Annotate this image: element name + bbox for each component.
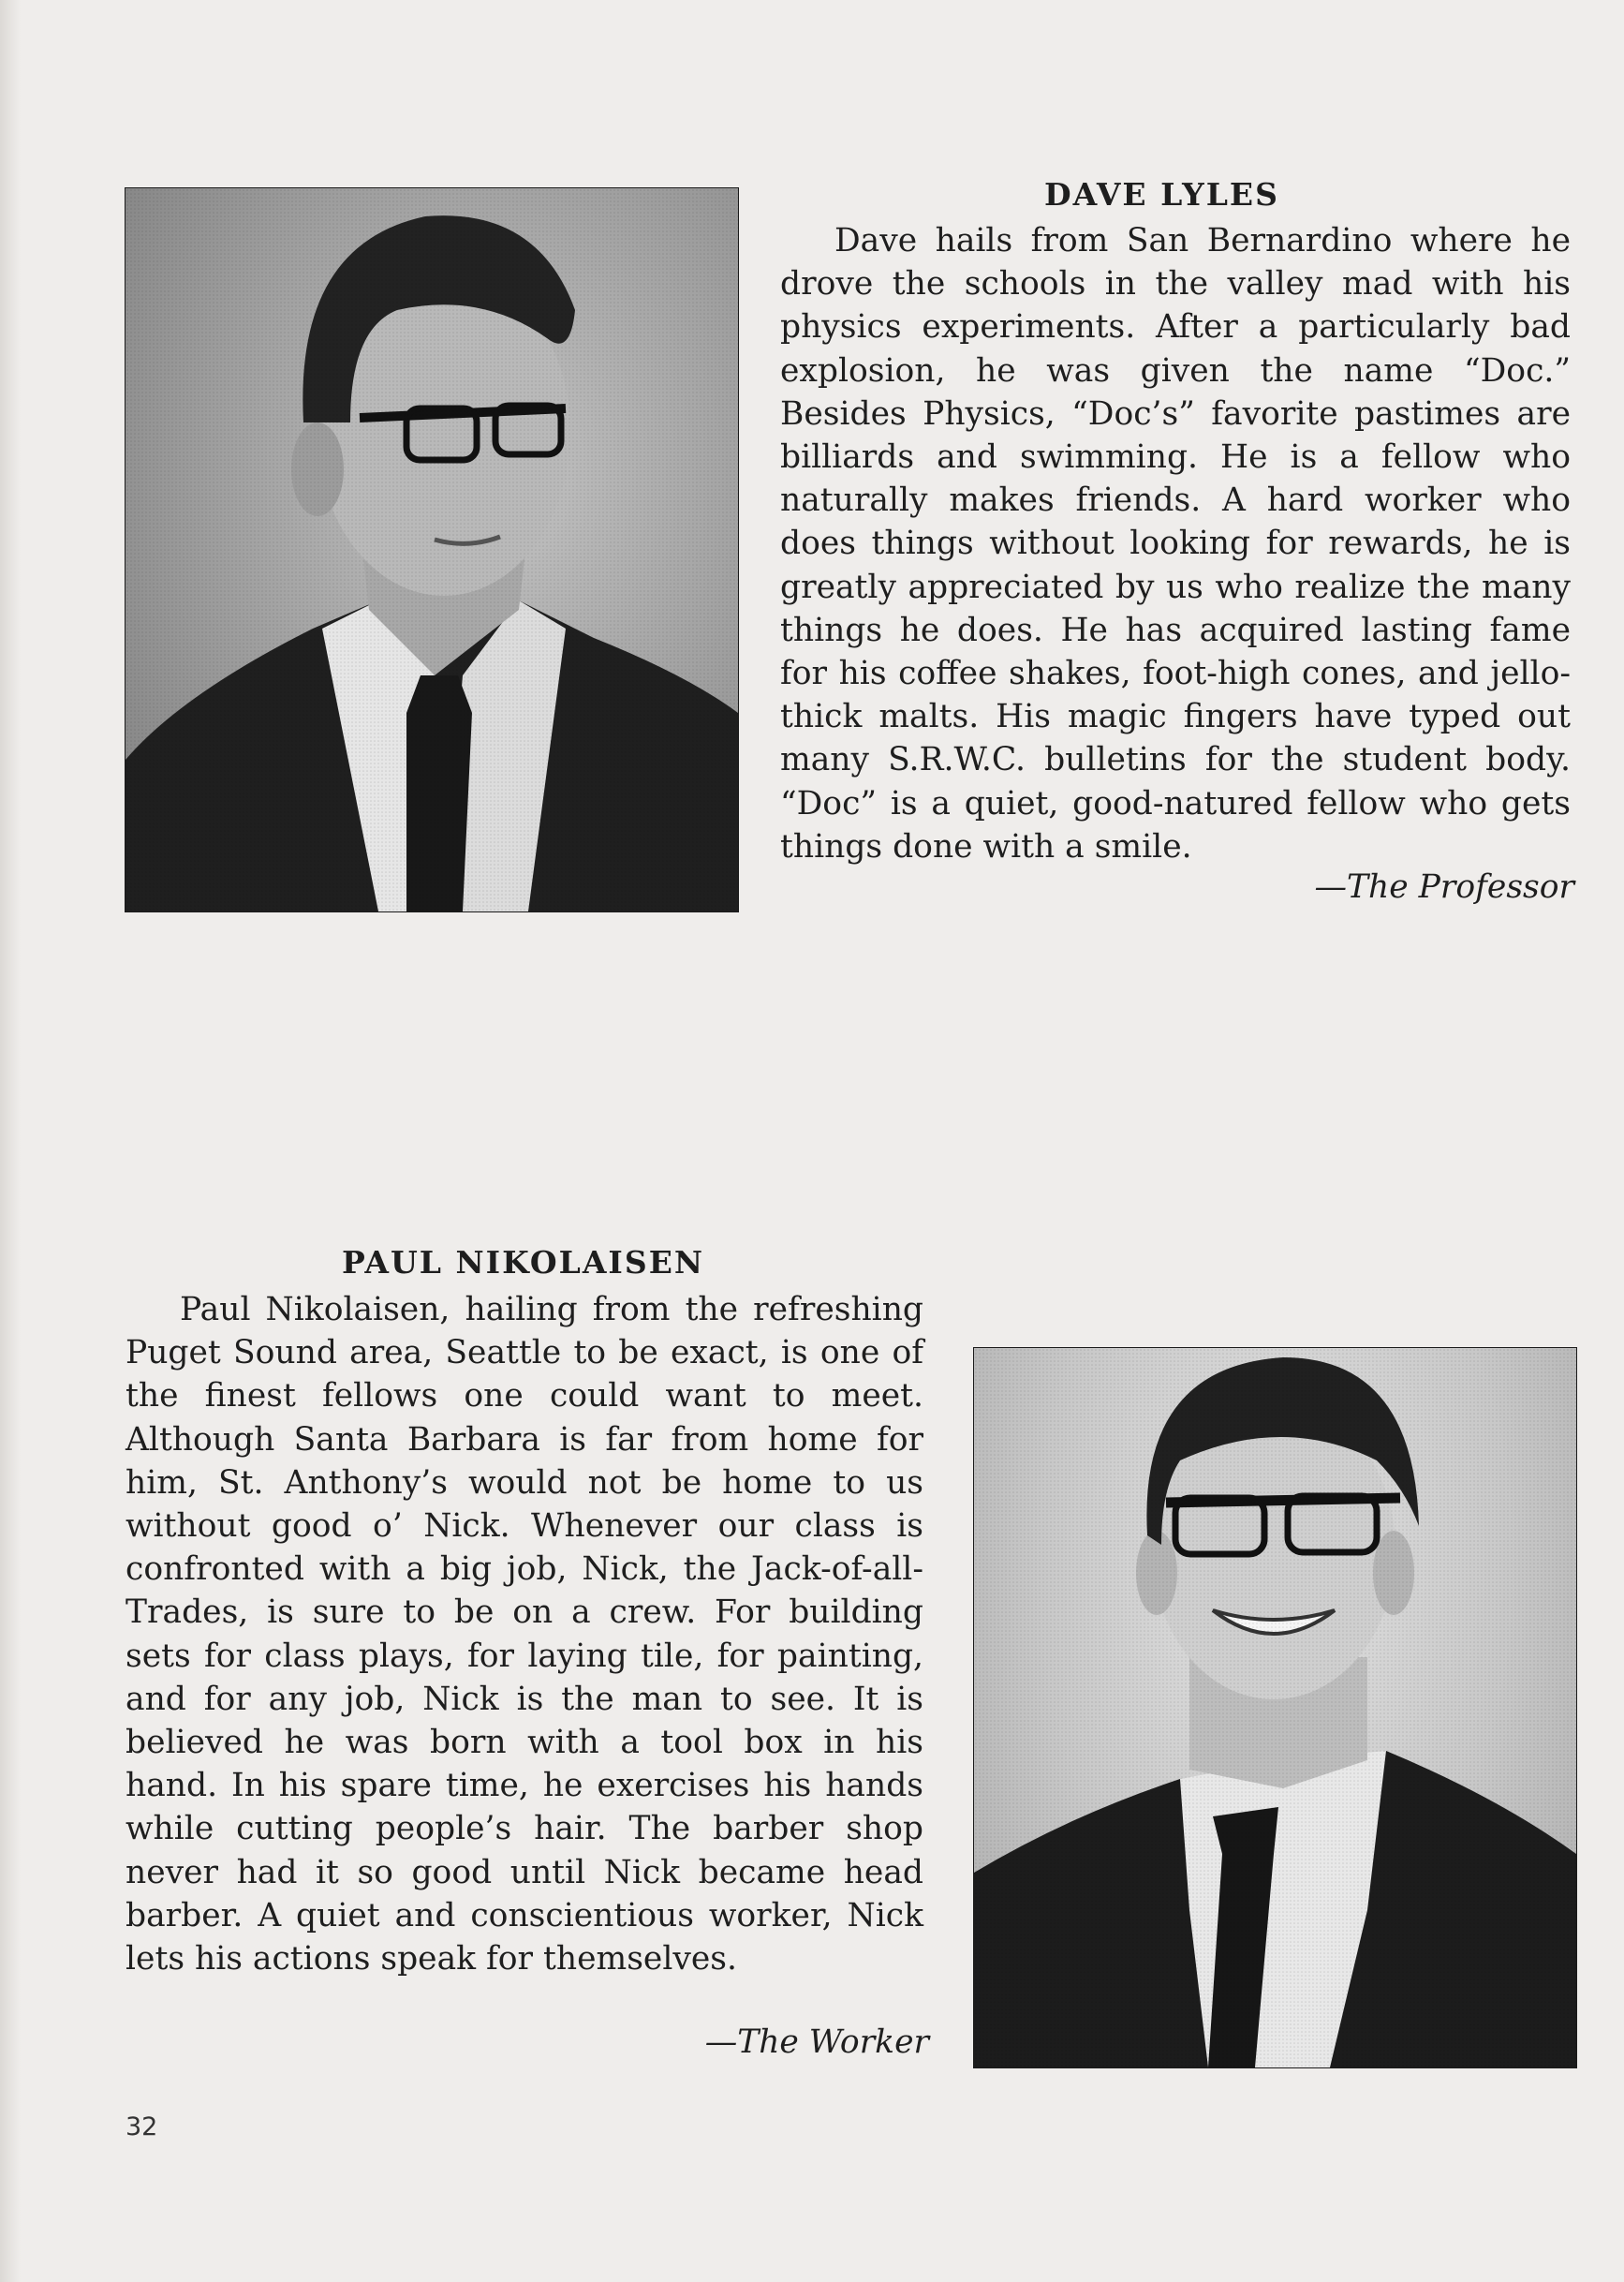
signature-dave-lyles: —The Professor <box>1314 868 1574 906</box>
article-paragraph: Dave hails from San Bernardino where he drove the schools in the valley mad with his physics experiments. After a particularly bad explosion, he was given the name “Doc.” Besides Physics, “Doc’s” favorite pastimes are billiards and swimming. He is a fellow who naturally makes friends. A hard worker who does things without looking for rewards, he is greatly appreciated by us who realize the many things he does. He has acquired lasting fame for his coffee shakes, foot-high cones, and jello-thick malts. His magic fingers have typed out many S.R.W.C. bulletins for the student body. “Doc” is a quiet, good-natured fellow who gets things done with a smile. <box>780 222 1571 866</box>
paul-nikolaisen-portrait-photo <box>973 1347 1577 2068</box>
page-binding-shadow <box>0 0 21 2282</box>
portrait-photo-icon <box>125 188 738 911</box>
article-title-paul-nikolaisen: PAUL NIKOLAISEN <box>342 1244 705 1281</box>
article-body-paul-nikolaisen <box>125 1288 923 1980</box>
article-title-dave-lyles: DAVE LYLES <box>1044 176 1279 213</box>
portrait-photo-icon <box>974 1348 1576 2067</box>
article-body-dave-lyles <box>780 219 1571 868</box>
signature-paul-nikolaisen: —The Worker <box>704 2023 929 2061</box>
dave-lyles-portrait-photo <box>125 187 739 912</box>
page-number: 32 <box>125 2112 158 2141</box>
article-paragraph: Paul Nikolaisen, hailing from the refreshing Puget Sound area, Seattle to be exact, is one of the finest fellows one could want to meet. Although Santa Barbara is far from home for him, St. Anthony’s would not be home to us without good o’ Nick. Whenever our class is confronted with a big job, Nick, the Jack-of-all-Trades, is sure to be on a crew. For building sets for class plays, for laying tile, for painting, and for any job, Nick is the man to see. It is believed he was born with a tool box in his hand. In his spare time, he exercises his hands while cutting people’s hair. The barber shop never had it so good until Nick became head barber. A quiet and conscientious worker, Nick lets his actions speak for themselves. <box>125 1291 923 1978</box>
